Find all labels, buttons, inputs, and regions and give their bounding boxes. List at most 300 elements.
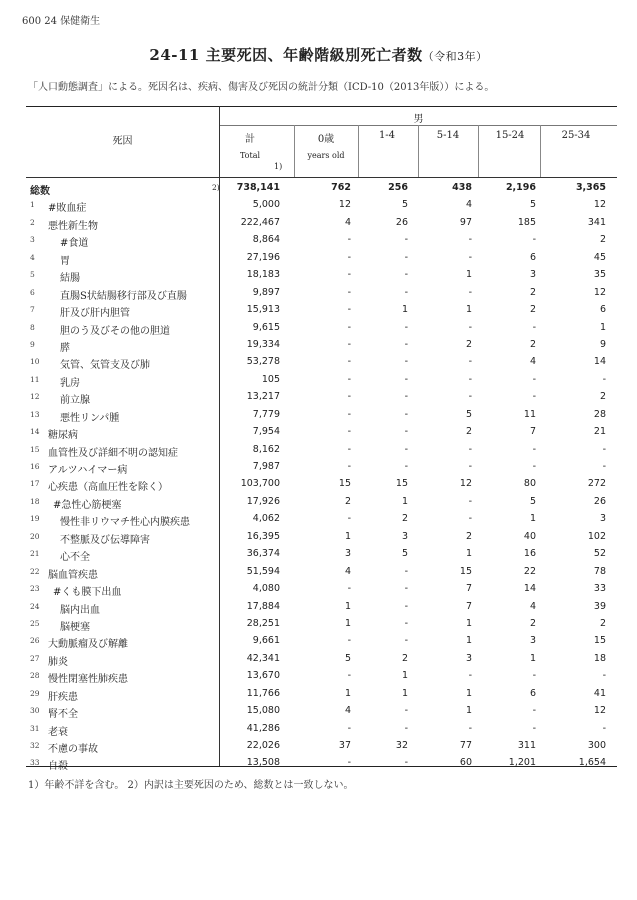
row-label: 前立腺 [60, 395, 90, 407]
table-cell: 97 [459, 216, 472, 228]
column-header-ja: 0歳 [317, 134, 335, 145]
table-cell: - [347, 286, 351, 298]
row-label: 肝及び肝内胆管 [60, 308, 130, 320]
row-number: 10 [30, 357, 40, 367]
title-main: 24-11 主要死因、年齢階級別死亡者数 [149, 46, 423, 64]
row-number: 14 [30, 427, 40, 437]
column-header-ja: 5-14 [436, 130, 460, 141]
table-cell: 3,365 [575, 182, 606, 193]
table-cell: 11,766 [246, 687, 280, 699]
row-number: 29 [30, 688, 40, 698]
row-number: 30 [30, 706, 40, 716]
table-cell: - [347, 338, 351, 350]
table-row [26, 442, 617, 459]
row-number: 28 [30, 671, 40, 681]
table-cell: 6 [599, 304, 606, 316]
table-cell: 256 [388, 182, 408, 193]
table-cell: - [404, 269, 408, 281]
table-cell: 4 [344, 705, 351, 717]
table-cell: 51,594 [246, 565, 280, 577]
row-label: アルツハイマー病 [48, 465, 128, 476]
row-label: 気管、気管支及び肺 [60, 360, 150, 372]
table-cell: 52 [593, 548, 606, 560]
row-number: 3 [30, 235, 35, 245]
row-number: 16 [30, 462, 40, 471]
table-cell: 33 [593, 583, 606, 595]
page-title [0, 44, 637, 65]
table-cell: - [404, 583, 408, 595]
table-cell: - [404, 565, 408, 577]
table-cell: 1 [465, 269, 472, 281]
table-cell: 14 [593, 356, 606, 368]
table-cell: - [404, 722, 408, 734]
row-label: 結腸 [60, 273, 80, 285]
table-cell: 272 [587, 478, 606, 490]
row-label: 胆のう及びその他の胆道 [60, 325, 170, 337]
column-header [220, 130, 280, 160]
row-number: 31 [30, 723, 40, 733]
table-row [26, 320, 617, 337]
table-cell: 2 [529, 304, 536, 316]
table-cell: 2 [465, 338, 472, 350]
table-cell: - [404, 705, 408, 717]
table-cell: - [468, 251, 472, 263]
row-label: 総数 [30, 186, 50, 197]
table-cell: 12 [338, 199, 351, 211]
table-cell: 2 [599, 234, 606, 246]
table-cell: - [404, 373, 408, 385]
row-number: 7 [30, 305, 35, 315]
row-label: 悪性リンパ腫 [60, 412, 120, 424]
column-header [362, 130, 412, 141]
row-number: 2 [30, 217, 35, 227]
table-cell: 26 [593, 495, 606, 507]
table-cell: 222,467 [240, 216, 280, 228]
table-row [26, 407, 617, 424]
table-cell: 1 [529, 513, 536, 525]
table-row [26, 354, 617, 371]
row-label: #食道 [60, 238, 89, 250]
table-row [26, 459, 617, 476]
table-row [26, 267, 617, 284]
table-cell: 15 [459, 565, 472, 577]
page-header: 600 24 保健衛生 [22, 16, 101, 27]
group-header-male: 男 [413, 114, 424, 125]
table-row [26, 599, 617, 616]
table-cell: - [468, 321, 472, 333]
table-body [26, 180, 617, 773]
table-cell: 1,201 [508, 757, 536, 769]
table-row [26, 755, 617, 772]
row-label: 慢性非リウマチ性心内膜疾患 [60, 517, 190, 529]
row-number: 25 [30, 618, 40, 628]
table-cell: - [404, 356, 408, 368]
table-cell: 4 [344, 565, 351, 577]
table-cell: 9 [599, 338, 606, 350]
column-separator [294, 125, 295, 177]
table-cell: 28,251 [246, 617, 280, 629]
table-cell: - [404, 234, 408, 246]
table-cell: 15 [338, 478, 351, 490]
table-cell: 14 [523, 583, 536, 595]
table-cell: 6 [529, 687, 536, 699]
row-label: 慢性閉塞性肺疾患 [48, 674, 128, 686]
table-cell: 9,897 [252, 286, 280, 298]
table-cell: 3 [529, 269, 536, 281]
table-cell: - [468, 670, 472, 682]
table-cell: - [347, 461, 351, 472]
table-cell: - [468, 722, 472, 734]
table-row [26, 494, 617, 511]
row-label: 心不全 [60, 552, 90, 564]
title-sub: （令和3年） [422, 50, 488, 63]
table-cell: 13,217 [246, 391, 280, 403]
table-cell: - [532, 705, 536, 717]
row-label: 膵 [60, 342, 70, 354]
table-cell: 1 [465, 304, 472, 316]
table-row [26, 546, 617, 563]
column-header-ja: 1-4 [378, 130, 396, 141]
table-cell: 2 [529, 286, 536, 298]
table-cell: - [532, 234, 536, 246]
table-row [26, 633, 617, 650]
table-row [26, 250, 617, 267]
table-row [26, 511, 617, 528]
table-cell: - [347, 391, 351, 403]
table-cell: 4 [465, 199, 472, 211]
table-cell: 17,884 [246, 600, 280, 612]
table-cell: 4 [529, 600, 536, 612]
table-cell: - [602, 443, 606, 455]
table-cell: - [532, 443, 536, 455]
table-cell: - [347, 722, 351, 734]
table-cell: - [347, 513, 351, 525]
table-cell: 3 [599, 513, 606, 525]
column-header-en: Total [239, 151, 261, 160]
table-row [26, 581, 617, 598]
table-cell: 1 [465, 635, 472, 647]
table-cell: 15,080 [246, 705, 280, 717]
table-cell: - [468, 495, 472, 507]
table-row [26, 686, 617, 703]
row-label: 悪性新生物 [48, 220, 98, 232]
column-header-ja: 25-34 [561, 130, 591, 141]
table-cell: - [347, 356, 351, 368]
table-cell: 8,162 [252, 443, 280, 455]
table-cell: 438 [452, 182, 472, 193]
table-cell: - [404, 408, 408, 420]
table-cell: 28 [593, 408, 606, 420]
row-number: 32 [30, 741, 40, 750]
table-top-rule [26, 106, 617, 107]
table-cell: 36,374 [246, 548, 280, 560]
table-cell: 300 [587, 740, 606, 751]
row-label: #敗血症 [48, 203, 87, 215]
table-cell: - [468, 286, 472, 298]
table-cell: - [532, 373, 536, 385]
table-cell: 2 [465, 426, 472, 438]
table-cell: 7 [465, 600, 472, 612]
table-cell: 16,395 [246, 530, 280, 542]
table-cell: 103,700 [240, 478, 280, 490]
table-cell: 2 [599, 617, 606, 629]
column-header-en: years old [307, 151, 345, 160]
table-cell: 27,196 [246, 251, 280, 263]
table-cell: 15,913 [246, 304, 280, 316]
table-cell: - [347, 443, 351, 455]
table-cell: - [347, 426, 351, 438]
row-number: 23 [30, 584, 40, 594]
table-cell: 2 [344, 495, 351, 507]
table-cell: - [468, 513, 472, 525]
table-cell: - [404, 391, 408, 403]
table-cell: - [404, 286, 408, 298]
table-cell: 12 [593, 286, 606, 298]
row-number: 4 [30, 252, 35, 262]
table-cell: 21 [593, 426, 606, 438]
table-cell: - [404, 635, 408, 647]
table-cell: 5 [529, 495, 536, 507]
row-label: #急性心筋梗塞 [53, 499, 122, 511]
table-cell: 1 [344, 617, 351, 629]
table-cell: 6 [529, 251, 536, 263]
row-number: 19 [30, 514, 40, 524]
table-cell: 738,141 [236, 182, 280, 193]
table-cell: - [468, 373, 472, 385]
row-number: 1 [30, 200, 35, 210]
column-header [298, 130, 354, 160]
table-cell: - [468, 356, 472, 368]
column-header [544, 130, 608, 141]
table-cell: 1 [401, 687, 408, 699]
row-number: 26 [30, 636, 40, 646]
table-row [26, 721, 617, 738]
table-cell: 22 [523, 565, 536, 577]
table-cell: 42,341 [246, 652, 280, 664]
table-cell: 5,000 [252, 199, 280, 211]
table-cell: 3 [465, 652, 472, 664]
table-cell: 1 [401, 304, 408, 316]
table-cell: 105 [261, 373, 280, 385]
table-cell: - [404, 461, 408, 472]
table-cell: - [404, 617, 408, 629]
row-number: 11 [30, 374, 40, 384]
table-cell: 2 [529, 338, 536, 350]
table-row [26, 232, 617, 249]
row-label: 血管性及び詳細不明の認知症 [48, 447, 178, 459]
row-note-mark: 2) [212, 183, 220, 192]
table-cell: 19,334 [246, 338, 280, 350]
table-cell: 341 [587, 216, 606, 228]
table-cell: 12 [593, 705, 606, 717]
row-number: 12 [30, 392, 40, 402]
table-cell: 5 [344, 652, 351, 664]
table-row [26, 215, 617, 232]
table-cell: 53,278 [246, 356, 280, 368]
table-cell: 4 [344, 216, 351, 228]
table-cell: 32 [395, 740, 408, 751]
table-row [26, 372, 617, 389]
table-cell: 13,670 [246, 670, 280, 682]
table-cell: 13,508 [246, 757, 280, 769]
table-cell: 7 [465, 583, 472, 595]
table-cell: - [404, 426, 408, 438]
table-cell: 3 [344, 548, 351, 560]
table-cell: 15 [593, 635, 606, 647]
row-label: 肺炎 [48, 656, 68, 668]
table-row [26, 651, 617, 668]
table-cell: 41,286 [246, 722, 280, 734]
row-number: 9 [30, 339, 35, 349]
table-cell: 37 [338, 740, 351, 751]
table-cell: 11 [523, 408, 536, 420]
table-cell: 41 [593, 687, 606, 699]
table-cell: - [347, 321, 351, 333]
table-cell: 1 [465, 687, 472, 699]
table-cell: 1,654 [578, 757, 606, 769]
table-cell: 40 [523, 530, 536, 542]
column-header [422, 130, 474, 141]
table-row [26, 337, 617, 354]
table-cell: 35 [593, 269, 606, 281]
table-cell: 5 [401, 548, 408, 560]
row-number: 18 [30, 496, 40, 506]
row-label: 胃 [60, 255, 70, 267]
row-number: 8 [30, 322, 35, 332]
row-label: 腎不全 [48, 709, 78, 721]
row-label: #くも膜下出血 [53, 587, 122, 599]
table-cell: - [347, 408, 351, 420]
row-number: 27 [30, 653, 40, 663]
table-row [26, 197, 617, 214]
table-cell: 5 [529, 199, 536, 211]
table-cell: 16 [523, 548, 536, 560]
row-label: 糖尿病 [48, 430, 78, 442]
table-cell: 8,864 [252, 234, 280, 246]
table-cell: 60 [459, 757, 472, 769]
row-number: 20 [30, 531, 40, 541]
table-row [26, 703, 617, 720]
table-cell: 7,987 [252, 461, 280, 472]
table-cell: - [602, 461, 606, 472]
table-row [26, 476, 617, 493]
row-number: 22 [30, 566, 40, 576]
table-cell: - [532, 461, 536, 472]
table-cell: - [347, 670, 351, 682]
table-cell: 18,183 [246, 269, 280, 281]
header-bottom-rule [26, 177, 617, 178]
table-cell: - [347, 269, 351, 281]
table-cell: 185 [517, 216, 536, 228]
table-cell: - [468, 391, 472, 403]
table-cell: - [347, 304, 351, 316]
table-cell: 12 [593, 199, 606, 211]
table-cell: 1 [465, 705, 472, 717]
row-number: 5 [30, 270, 35, 280]
table-cell: 2 [401, 513, 408, 525]
table-cell: - [347, 757, 351, 769]
table-cell: 9,615 [252, 321, 280, 333]
row-label: 乳房 [60, 377, 80, 389]
table-cell: 1 [465, 548, 472, 560]
table-cell: 22,026 [246, 740, 280, 751]
row-label: 脳梗塞 [60, 621, 90, 633]
table-cell: - [468, 461, 472, 472]
table-cell: 4,062 [252, 513, 280, 525]
table-cell: 311 [517, 740, 536, 751]
table-cell: 1 [529, 652, 536, 664]
table-cell: 17,926 [246, 495, 280, 507]
table-cell: 102 [587, 530, 606, 542]
table-cell: 26 [395, 216, 408, 228]
row-label: 直腸S状結腸移行部及び直腸 [60, 290, 187, 302]
table-cell: - [468, 234, 472, 246]
table-cell: - [347, 373, 351, 385]
column-header-ja: 計 [245, 134, 255, 145]
column-separator [418, 125, 419, 177]
row-number: 33 [30, 758, 40, 768]
table-cell: - [404, 321, 408, 333]
table-cell: 762 [331, 182, 351, 193]
row-label: 自殺 [48, 761, 68, 773]
table-cell: - [404, 251, 408, 263]
table-cell: - [532, 670, 536, 682]
table-cell: 3 [401, 530, 408, 542]
column-header-ja: 15-24 [495, 130, 525, 141]
cause-header: 死因 [112, 136, 133, 147]
row-label: 脳内出血 [60, 604, 100, 616]
table-row-total [26, 180, 617, 197]
row-label: 不整脈及び伝導障害 [60, 534, 150, 546]
column-header [482, 130, 538, 141]
table-row [26, 302, 617, 319]
table-cell: - [532, 722, 536, 734]
row-label: 不慮の事故 [48, 744, 98, 755]
table-cell: 78 [593, 565, 606, 577]
row-number: 24 [30, 601, 40, 611]
total-note-mark: 1) [274, 162, 283, 171]
table-cell: - [404, 338, 408, 350]
table-cell: 18 [593, 652, 606, 664]
table-cell: 1 [401, 495, 408, 507]
table-cell: - [347, 251, 351, 263]
table-cell: 5 [401, 199, 408, 211]
table-cell: 2 [401, 652, 408, 664]
table-cell: 80 [523, 478, 536, 490]
row-label: 肝疾患 [48, 691, 78, 703]
table-cell: 9,661 [252, 635, 280, 647]
table-cell: 15 [395, 478, 408, 490]
row-number: 13 [30, 409, 40, 419]
table-cell: - [404, 443, 408, 455]
table-cell: - [602, 373, 606, 385]
table-cell: 1 [344, 530, 351, 542]
row-label: 大動脈瘤及び解離 [48, 639, 128, 651]
table-row [26, 616, 617, 633]
table-cell: 2 [529, 617, 536, 629]
table-row [26, 738, 617, 755]
table-cell: - [532, 321, 536, 333]
row-number: 21 [30, 549, 40, 559]
table-cell: - [347, 234, 351, 246]
table-cell: 5 [465, 408, 472, 420]
row-label: 老衰 [48, 726, 68, 738]
table-cell: 7,779 [252, 408, 280, 420]
table-cell: - [404, 600, 408, 612]
table-cell: 77 [459, 740, 472, 751]
table-cell: 7,954 [252, 426, 280, 438]
table-cell: - [468, 443, 472, 455]
